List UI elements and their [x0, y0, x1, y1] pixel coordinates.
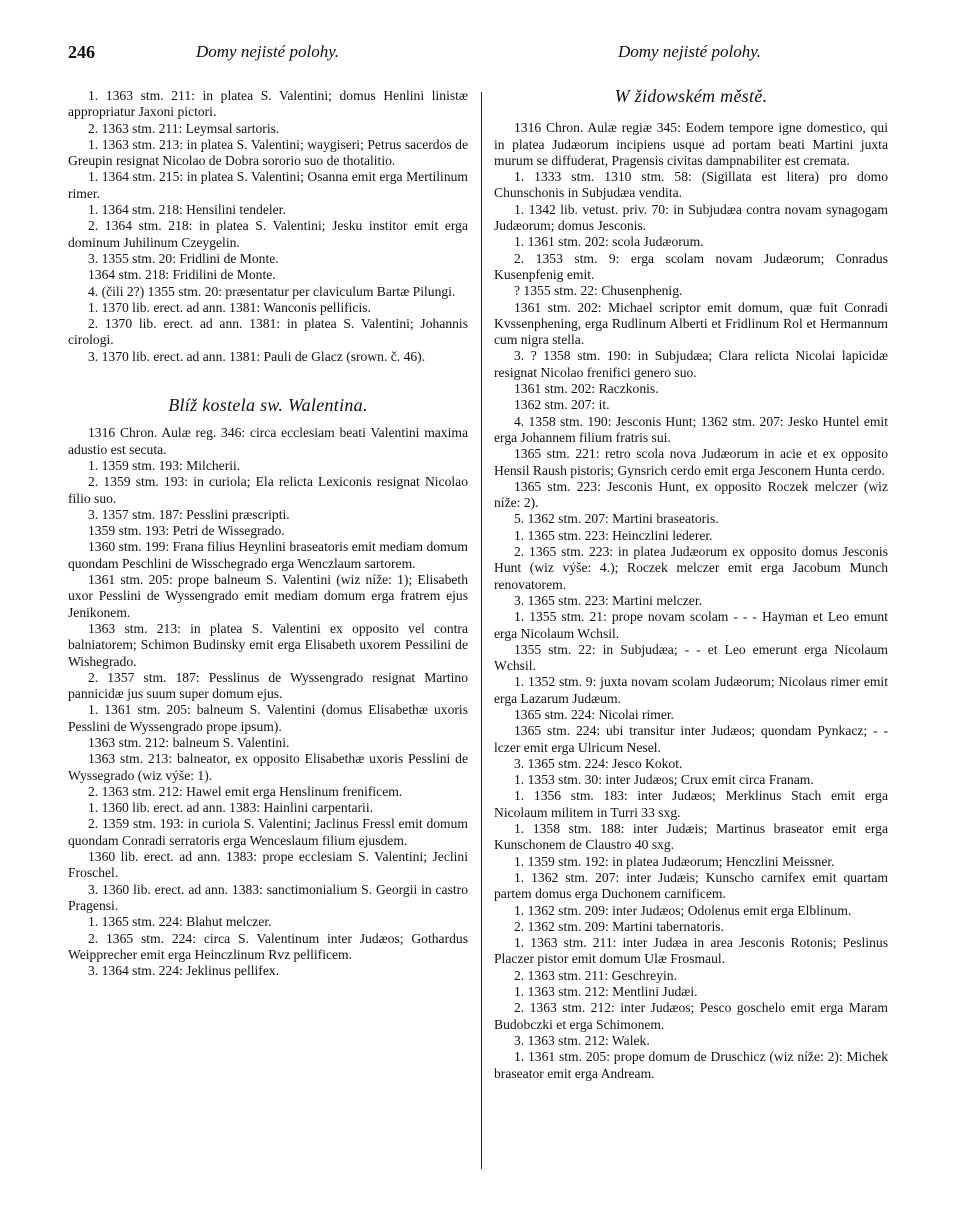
running-header	[68, 42, 776, 64]
record-entry: 1362 stm. 207: it.	[514, 397, 610, 413]
record-entry: 1. 1361 stm. 205: balneum S. Valentini (domus Elisabethæ uxoris Pesslini de Wyssengrado prope ipsum).	[68, 702, 468, 734]
record-entry: 1364 stm. 218: Fridilini de Monte.	[88, 267, 276, 283]
record-entry: 2. 1359 stm. 193: in curiola; Ela relicta Lexiconis resignat Nicolao filio suo.	[68, 474, 468, 506]
record-entry: 1. 1361 stm. 205: prope domum de Druschicz (wiz níže: 2): Michek braseator emit erga Andream.	[494, 1049, 888, 1081]
record-entry: 1363 stm. 213: in platea S. Valentini ex opposito vel contra balniatorem; Schimon Budinsky emit erga Elisabeth uxorem Pessilini de Wishegrado.	[68, 620, 468, 669]
record-entry: 1361 stm. 202: Michael scriptor emit domum, quæ fuit Conradi Kvssenphening, erga Rudlinum Alberti et Fridlinum Rol et Hermannum cum nigra stella.	[494, 299, 888, 348]
record-entry: 2. 1363 stm. 212: inter Judæos; Pesco goschelo emit erga Maram Budobczki et erga Schimonem.	[494, 1000, 888, 1032]
record-entry: 1359 stm. 193: Petri de Wissegrado.	[88, 523, 285, 539]
record-entry: 1. 1342 lib. vetust. priv. 70: in Subjudæa contra novam synagogam Judæorum; domus Jesconis.	[494, 201, 888, 234]
record-entry: 3. 1357 stm. 187: Pesslini præscripti.	[88, 506, 290, 522]
record-entry: ? 1355 stm. 22: Chusenphenig.	[514, 283, 683, 299]
record-entry: 1. 1333 stm. 1310 stm. 58: (Sigillata est litera) pro domo Chunschonis in Subjudæa vendita.	[494, 169, 888, 201]
record-entry: 1363 stm. 213: balneator, ex opposito Elisabethæ uxoris Pesslini de Wyssegrado (wiz výše: 1).	[68, 751, 468, 783]
record-entry: 1365 stm. 224: ubi transitur inter Judæos; quondam Pynkacz; - - lczer emit erga Ulricum Nesel.	[494, 723, 888, 755]
record-entry: 2. 1370 lib. erect. ad ann. 1381: in platea S. Valentini; Johannis cirologi.	[68, 316, 468, 348]
record-entry: 2. 1363 stm. 211: Geschreyin.	[514, 967, 677, 983]
record-entry: 2. 1362 stm. 209: Martini tabernatoris.	[514, 918, 724, 934]
record-entry: 2. 1353 stm. 9: erga scolam novam Judæorum; Conradus Kusenpfenig emit.	[494, 250, 888, 282]
record-entry: 2. 1364 stm. 218: in platea S. Valentini; Jesku institor emit erga dominum Juhilinum Czeygelin.	[68, 218, 468, 250]
record-entry: 1. 1358 stm. 188: inter Judæis; Martinus braseator emit erga Kunschonem de Claustro 40 sxg.	[494, 821, 888, 853]
record-entry: 1365 stm. 224: Nicolai rimer.	[514, 706, 675, 722]
record-entry: 2. 1357 stm. 187: Pesslinus de Wyssengrado resignat Martino pannicidæ jus suum super domum ejus.	[68, 669, 468, 702]
record-entry: 1. 1355 stm. 21: prope novam scolam - - - Hayman et Leo emunt erga Nicolaum Wchsil.	[494, 609, 888, 641]
record-entry: 2. 1365 stm. 223: in platea Judæorum ex opposito domus Jesconis Hunt (wiz výše: 4.); Roczek melczer emit erga Jacobum Munch renovatorem.	[494, 544, 888, 592]
record-entry: 1. 1352 stm. 9: juxta novam scolam Judæorum; Nicolaus rimer emit erga Lazarum Judæum.	[494, 674, 888, 706]
record-entry: 3. 1364 stm. 224: Jeklinus pellifex.	[88, 963, 280, 979]
record-entry: 1. 1370 lib. erect. ad ann. 1381: Wanconis pellificis.	[88, 299, 371, 315]
record-entry: 4. 1358 stm. 190: Jesconis Hunt; 1362 stm. 207: Jesko Huntel emit erga Johannem filium fratris sui.	[494, 413, 888, 445]
record-entry: 1. 1362 stm. 209: inter Judæos; Odolenus emit erga Elblinum.	[514, 902, 852, 918]
record-entry: 1355 stm. 22: in Subjudæa; - - et Leo emerunt erga Nicolaum Wchsil.	[494, 641, 888, 674]
section-heading: Blíž kostela sw. Walentina.	[168, 395, 368, 416]
record-entry: 2. 1363 stm. 212: Hawel emit erga Henslinum frenificem.	[88, 783, 403, 799]
record-entry: 1360 lib. erect. ad ann. 1383: prope ecclesiam S. Valentini; Jeclini Froschel.	[68, 849, 468, 881]
record-entry: 1. 1363 stm. 212: Mentlini Judæi.	[514, 984, 698, 1000]
record-entry: 3. 1363 stm. 212: Walek.	[514, 1032, 650, 1048]
running-title-right: Domy nejisté polohy.	[618, 42, 762, 61]
record-entry: 1. 1363 stm. 211: inter Judæa in area Jesconis Rotonis; Peslinus Placzer pistor emit domum Ulæ Frosmaul.	[494, 935, 888, 967]
record-entry: 1365 stm. 221: retro scola nova Judæorum in acie et ex opposito Hensil Raush pistoris; Gynsrich cerdo emit erga Jesconem Hunta cerdo.	[494, 446, 888, 478]
record-entry: 1. 1365 stm. 224: Blahut melczer.	[88, 914, 272, 930]
record-entry: 1. 1356 stm. 183: inter Judæos; Merklinus Stach emit erga Nicolaum militem in Turri 33 sxg.	[494, 788, 888, 820]
record-entry: 1. 1365 stm. 223: Heinczlini lederer.	[514, 527, 713, 543]
record-entry: 1316 Chron. Aulæ reg. 346: circa ecclesiam beati Valentini maxima adustio est secuta.	[68, 425, 468, 457]
record-entry: 1365 stm. 223: Jesconis Hunt, ex opposito Roczek melczer (wiz níže: 2).	[494, 478, 888, 511]
right-column	[494, 88, 888, 1082]
record-entry: 1361 stm. 202: Raczkonis.	[514, 381, 659, 397]
record-entry: 4. (čili 2?) 1355 stm. 20: præsentatur per claviculum Bartæ Pilungi.	[88, 283, 456, 299]
record-entry: 2. 1359 stm. 193: in curiola S. Valentini; Jaclinus Fressl emit domum quondam Conradi serratoris erga Wenceslaum filium ejusdem.	[68, 816, 468, 848]
record-entry: 3. 1370 lib. erect. ad ann. 1381: Pauli de Glacz (srown. č. 46).	[88, 348, 426, 364]
record-entry: 1361 stm. 205: prope balneum S. Valentini (wiz níže: 1); Elisabeth uxor Pesslini de Wyssengrado emit mediam domum erga fratrem ejus Jenikonem.	[68, 572, 468, 620]
record-entry: 3. ? 1358 stm. 190: in Subjudæa; Clara relicta Nicolai lapicidæ resignat Nicolao frenifici genero suo.	[494, 348, 888, 380]
record-entry: 1. 1364 stm. 215: in platea S. Valentini; Osanna emit erga Mertilinum rimer.	[68, 169, 468, 201]
left-column	[68, 88, 468, 979]
record-entry: 1360 stm. 199: Frana filius Heynlini braseatoris emit mediam domum quondam Peschlini de Wisschegrado erga Wenczlaum sartorem.	[68, 539, 468, 571]
record-entry: 3. 1365 stm. 223: Martini melczer.	[514, 592, 703, 608]
record-entry: 3. 1360 lib. erect. ad ann. 1383: sanctimonialium S. Georgii in castro Pragensi.	[68, 881, 468, 913]
record-entry: 1. 1364 stm. 218: Hensilini tendeler.	[88, 202, 286, 218]
record-entry: 1. 1362 stm. 207: inter Judæis; Kunscho carnifex emit quartam partem domus erga Duchonem carnificem.	[494, 869, 888, 902]
record-entry: 3. 1365 stm. 224: Jesco Kokot.	[514, 755, 683, 771]
record-entry: 1. 1363 stm. 211: in platea S. Valentini; domus Henlini linistæ appropriatur Jaxoni pictori.	[68, 88, 468, 120]
record-entry: 5. 1362 stm. 207: Martini braseatoris.	[514, 511, 719, 527]
record-entry: 1316 Chron. Aulæ regiæ 345: Eodem tempore igne domestico, qui in platea Judæorum incipiens usque ad portam beati Martini juxta murum se diffuderat, Pragensis civitas dampnabiliter est cremata.	[494, 120, 888, 168]
record-entry: 3. 1355 stm. 20: Fridlini de Monte.	[88, 250, 279, 266]
record-entry: 1. 1361 stm. 202: scola Judæorum.	[514, 234, 704, 250]
record-entry: 1. 1363 stm. 213: in platea S. Valentini; waygiseri; Petrus sacerdos de Greupin resignat Nicolao de Dobra sororio suo de thotalitio.	[68, 136, 468, 169]
record-entry: 2. 1365 stm. 224: circa S. Valentinum inter Judæos; Gothardus Weipprecher emit erga Heinczlinum Rvz pellificem.	[68, 930, 468, 962]
record-entry: 1363 stm. 212: balneum S. Valentini.	[88, 734, 290, 750]
running-title-left: Domy nejisté polohy.	[196, 42, 340, 61]
section-heading: W židowském městě.	[614, 86, 768, 106]
record-entry: 1. 1359 stm. 193: Milcherii.	[88, 457, 241, 473]
record-entry: 1. 1359 stm. 192: in platea Judæorum; Henczlini Meissner.	[514, 853, 835, 869]
record-entry: 2. 1363 stm. 211: Leymsal sartoris.	[88, 120, 280, 136]
column-divider	[481, 92, 482, 1169]
record-entry: 1. 1360 lib. erect. ad ann. 1383: Hainlini carpentarii.	[88, 800, 374, 816]
page-number: 246	[68, 42, 95, 62]
record-entry: 1. 1353 stm. 30: inter Judæos; Crux emit circa Franam.	[514, 772, 814, 788]
